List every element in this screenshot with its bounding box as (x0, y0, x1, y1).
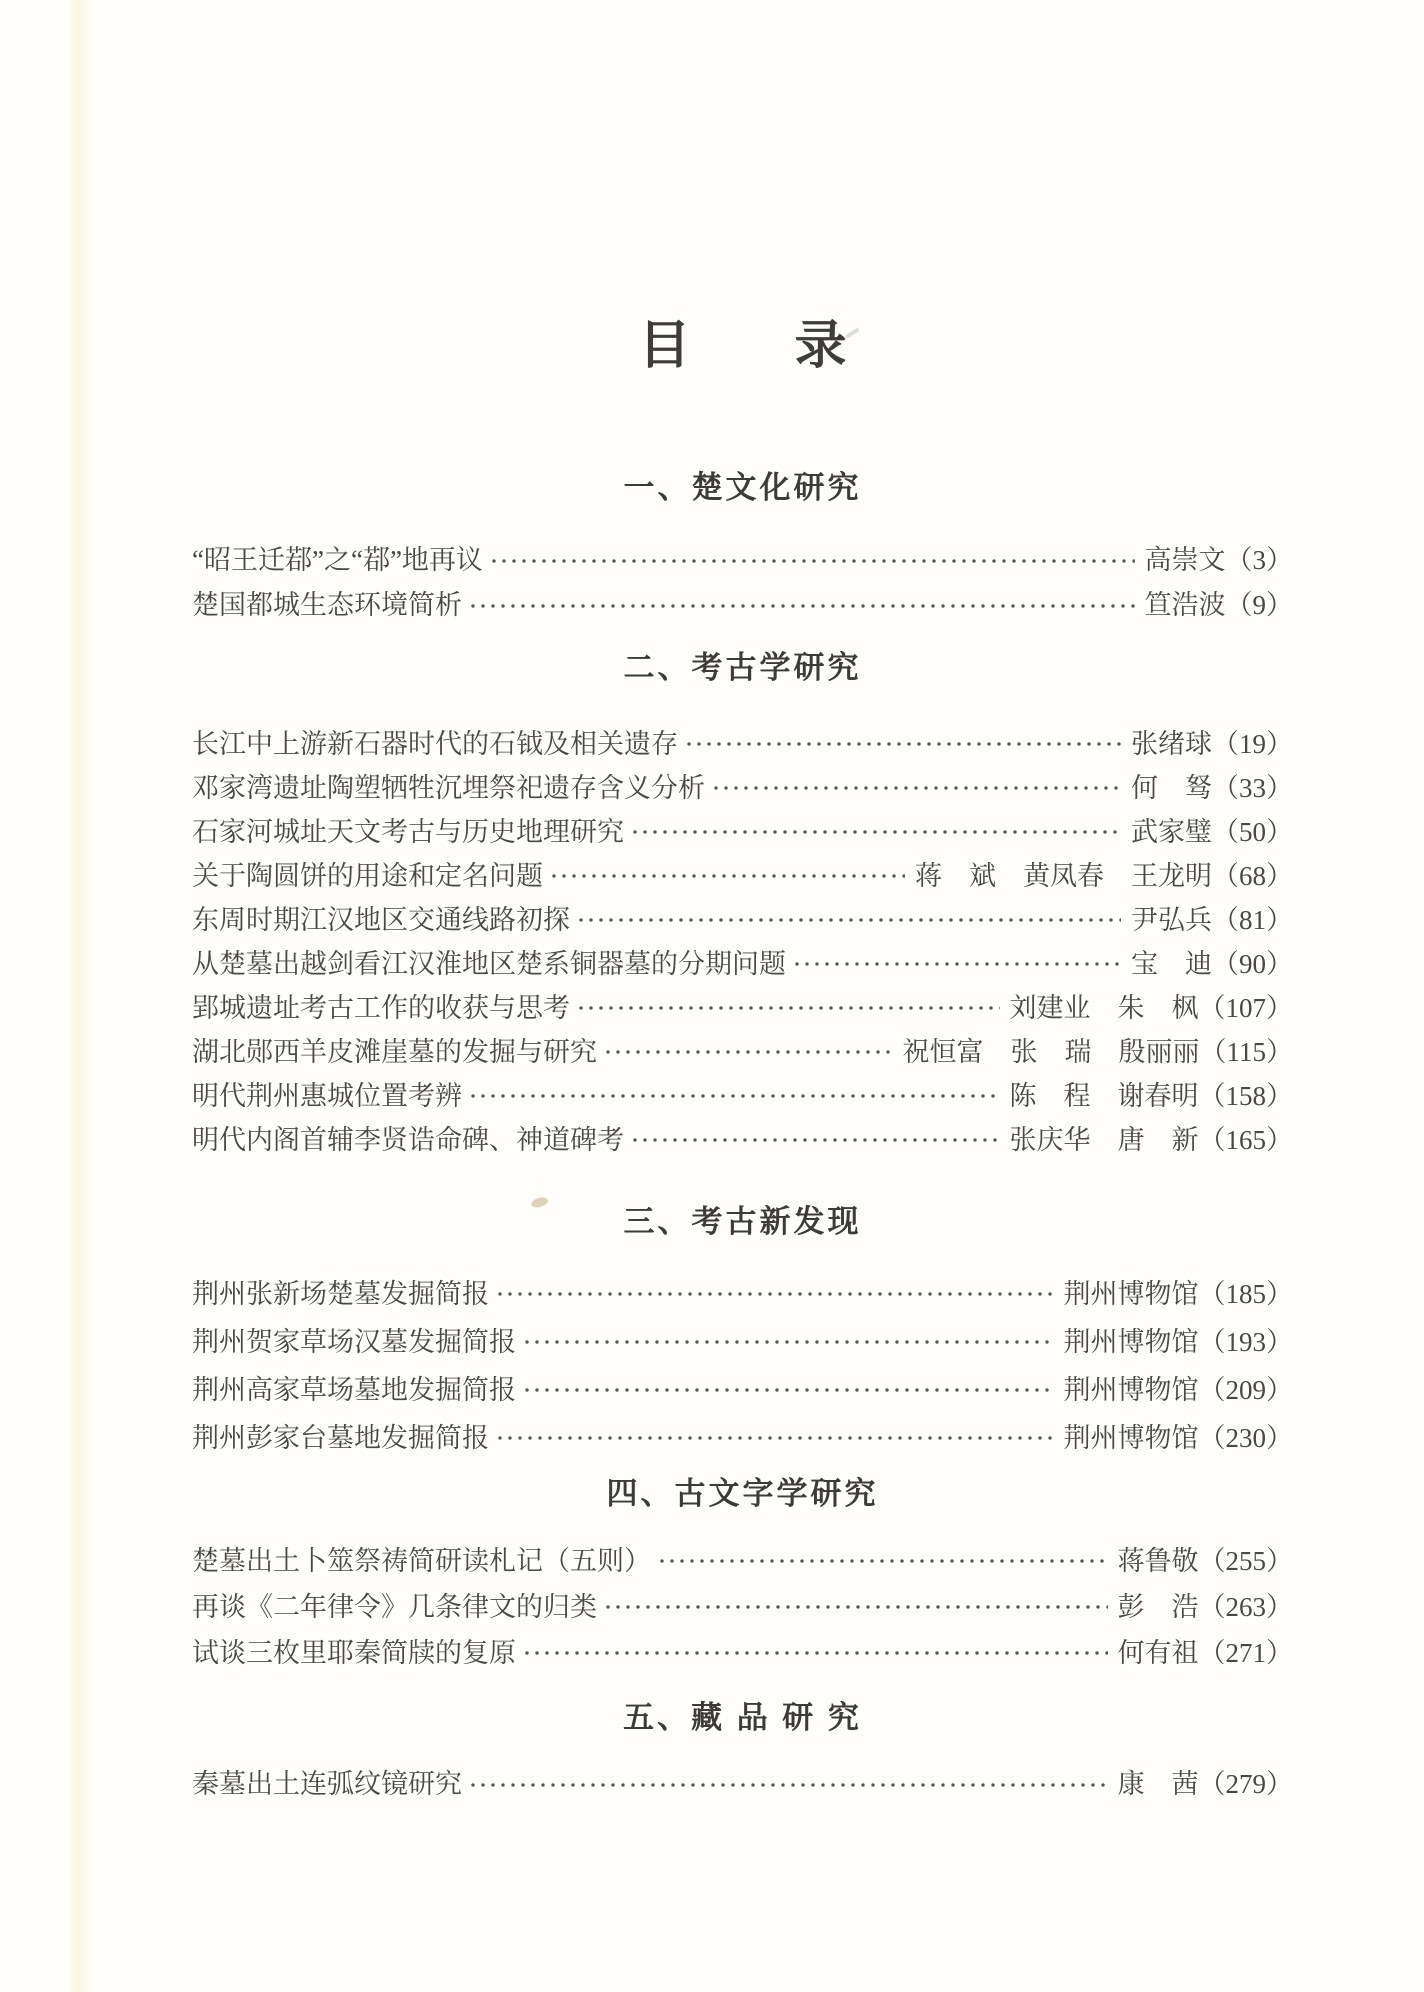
entry-page: （255） (1198, 1546, 1293, 1576)
entry-page: （115） (1199, 1037, 1293, 1067)
toc-row (192, 1630, 1293, 1676)
entry-title: 试谈三枚里耶秦简牍的复原 (192, 1638, 516, 1668)
entry-page: （9） (1225, 590, 1293, 620)
entry-page: （3） (1225, 545, 1293, 575)
entry-title: 从楚墓出越剑看江汉淮地区楚系铜器墓的分期问题 (192, 949, 786, 979)
entry-authors: 尹弘兵 (1131, 905, 1212, 935)
entry-page: （263） (1198, 1592, 1293, 1622)
toc-row (192, 722, 1293, 766)
entry-title: 长江中上游新石器时代的石钺及相关遗存 (192, 729, 678, 759)
section-heading: 三、考古新发现 (623, 1204, 862, 1239)
entry-title: 再谈《二年律令》几条律文的归类 (192, 1592, 597, 1622)
toc-row (192, 1270, 1293, 1318)
entry-title: 关于陶圆饼的用途和定名问题 (192, 861, 543, 891)
toc-row (192, 766, 1293, 810)
entry-authors: 刘建业 朱 枫 (1009, 993, 1199, 1023)
toc-row (192, 1318, 1293, 1366)
section-heading: 二、考古学研究 (623, 650, 862, 685)
entry-page: （279） (1198, 1769, 1293, 1799)
entry-authors: 蒋鲁敬 (1117, 1546, 1199, 1576)
entry-page: （33） (1212, 773, 1293, 803)
entry-authors: 荆州博物馆 (1063, 1279, 1199, 1309)
toc-row (192, 538, 1293, 583)
entry-authors: 荆州博物馆 (1063, 1375, 1199, 1405)
section-entries (192, 538, 1293, 628)
dot-leader (549, 854, 905, 898)
toc-content (0, 318, 1424, 1807)
dot-leader (522, 1318, 1054, 1366)
toc-row (192, 1366, 1293, 1414)
entry-authors: 高崇文 (1144, 545, 1226, 575)
dot-leader (576, 986, 1000, 1030)
entry-authors: 宝 迪 (1131, 949, 1212, 979)
toc-row (192, 1030, 1293, 1074)
dot-leader (468, 1762, 1108, 1807)
dot-leader (576, 898, 1121, 942)
entry-authors: 笪浩波 (1144, 590, 1226, 620)
entry-title: 湖北郧西羊皮滩崖墓的发掘与研究 (192, 1037, 597, 1067)
section-heading: 四、古文字学研究 (606, 1476, 879, 1511)
entry-title: 荆州张新场楚墓发掘简报 (192, 1279, 489, 1309)
dot-leader (603, 1030, 893, 1074)
entry-page: （81） (1212, 905, 1293, 935)
entry-page: （107） (1198, 993, 1293, 1023)
entry-page: （158） (1198, 1081, 1293, 1111)
entry-title: 石家河城址天文考古与历史地理研究 (192, 817, 624, 847)
entry-page: （90） (1212, 949, 1293, 979)
section-entries (192, 1270, 1293, 1462)
entry-title: 明代荆州惠城位置考辨 (192, 1081, 462, 1111)
entry-authors: 何 驽 (1131, 773, 1212, 803)
entry-page: （209） (1198, 1375, 1293, 1405)
entry-authors: 张庆华 唐 新 (1009, 1125, 1199, 1155)
toc-row (192, 854, 1293, 898)
entry-authors: 张绪球 (1131, 729, 1212, 759)
entry-title: 邓家湾遗址陶塑牺牲沉埋祭祀遗存含义分析 (192, 773, 705, 803)
entry-page: （50） (1212, 817, 1293, 847)
dot-leader (489, 538, 1135, 583)
dot-leader (468, 583, 1135, 628)
entry-page: （19） (1212, 729, 1293, 759)
entry-page: （165） (1198, 1125, 1293, 1155)
dot-leader (711, 766, 1121, 810)
dot-leader (792, 942, 1121, 986)
entry-authors: 武家璧 (1131, 817, 1212, 847)
entry-title: 荆州贺家草场汉墓发掘简报 (192, 1327, 516, 1357)
toc-row (192, 942, 1293, 986)
dot-leader (468, 1074, 1000, 1118)
entry-authors: 彭 浩 (1117, 1592, 1199, 1622)
toc-row (192, 1584, 1293, 1630)
entry-title: 楚墓出土卜筮祭祷简研读札记（五则） (192, 1546, 651, 1576)
section-heading: 一、楚文化研究 (623, 470, 862, 505)
entry-page: （68） (1212, 861, 1293, 891)
toc-row (192, 986, 1293, 1030)
dot-leader (522, 1630, 1108, 1676)
dot-leader (603, 1584, 1108, 1630)
entry-authors: 何有祖 (1117, 1638, 1199, 1668)
entry-page: （193） (1198, 1327, 1293, 1357)
entry-title: 楚国都城生态环境简析 (192, 590, 462, 620)
dot-leader (630, 1118, 1000, 1162)
entry-title: “昭王迁鄀”之“鄀”地再议 (192, 545, 483, 575)
dot-leader (495, 1414, 1054, 1462)
toc-row (192, 1414, 1293, 1462)
entry-title: 明代内阁首辅李贤诰命碑、神道碑考 (192, 1125, 624, 1155)
entry-authors: 荆州博物馆 (1063, 1423, 1199, 1453)
entry-authors: 陈 程 谢春明 (1009, 1081, 1199, 1111)
entry-authors: 祝恒富 张 瑞 殷丽丽 (902, 1037, 1200, 1067)
toc-row (192, 1118, 1293, 1162)
page-title: 目 录 (638, 318, 847, 375)
toc-row (192, 1074, 1293, 1118)
toc-row (192, 810, 1293, 854)
entry-authors: 荆州博物馆 (1063, 1327, 1199, 1357)
entry-title: 郢城遗址考古工作的收获与思考 (192, 993, 570, 1023)
toc-row (192, 583, 1293, 628)
entry-authors: 康 茜 (1117, 1769, 1199, 1799)
dot-leader (657, 1538, 1108, 1584)
entry-title: 荆州高家草场墓地发掘简报 (192, 1375, 516, 1405)
toc-row (192, 1762, 1293, 1807)
dot-leader (684, 722, 1121, 766)
entry-title: 荆州彭家台墓地发掘简报 (192, 1423, 489, 1453)
section-entries (192, 722, 1293, 1162)
section-heading: 五、藏 品 研 究 (623, 1700, 862, 1735)
entry-title: 东周时期江汉地区交通线路初探 (192, 905, 570, 935)
dot-leader (522, 1366, 1054, 1414)
entry-page: （230） (1198, 1423, 1293, 1453)
section-entries (192, 1762, 1293, 1807)
section-entries (192, 1538, 1293, 1676)
dot-leader (495, 1270, 1054, 1318)
entry-page: （185） (1198, 1279, 1293, 1309)
entry-authors: 蒋 斌 黄凤春 王龙明 (915, 861, 1212, 891)
entry-title: 秦墓出土连弧纹镜研究 (192, 1769, 462, 1799)
toc-row (192, 898, 1293, 942)
entry-page: （271） (1198, 1638, 1293, 1668)
dot-leader (630, 810, 1121, 854)
toc-row (192, 1538, 1293, 1584)
